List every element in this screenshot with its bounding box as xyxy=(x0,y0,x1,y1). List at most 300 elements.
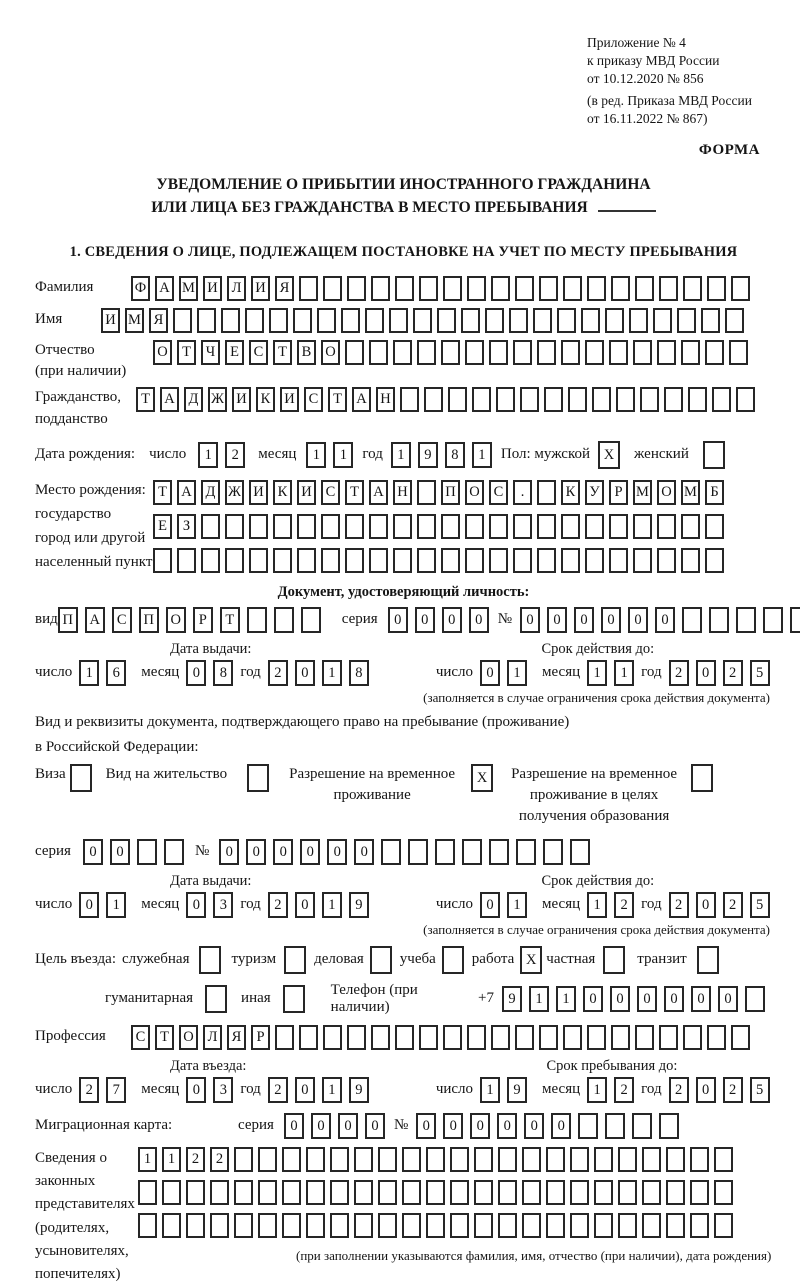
form-cell: X xyxy=(520,946,542,974)
form-cell xyxy=(489,839,509,865)
form-cell xyxy=(657,340,676,365)
form-cell xyxy=(210,1180,229,1205)
form-cell: 0 xyxy=(338,1113,358,1139)
representatives-block xyxy=(35,1147,772,1286)
form-cell xyxy=(690,1180,709,1205)
patronymic-cells xyxy=(153,340,753,365)
form-cell xyxy=(485,308,504,333)
form-cell xyxy=(705,340,724,365)
form-cell xyxy=(354,1147,373,1172)
doc-issue-day xyxy=(79,660,133,686)
form-cell: У xyxy=(585,480,604,505)
form-cell: 1 xyxy=(322,1077,342,1103)
form-cell xyxy=(618,1147,637,1172)
form-cell xyxy=(234,1213,253,1238)
form-cell: И xyxy=(249,480,268,505)
form-cell: 0 xyxy=(246,839,266,865)
form-cell xyxy=(413,308,432,333)
form-cell xyxy=(498,1147,517,1172)
form-cell: Т xyxy=(273,340,292,365)
form-cell xyxy=(544,387,563,412)
form-cell xyxy=(745,986,765,1012)
form-cell xyxy=(666,1213,685,1238)
form-cell xyxy=(681,548,700,573)
form-cell xyxy=(467,1025,486,1050)
form-cell xyxy=(164,839,184,865)
form-cell xyxy=(234,1180,253,1205)
form-cell xyxy=(462,839,482,865)
form-cell xyxy=(515,276,534,301)
form-cell: 1 xyxy=(587,660,607,686)
form-cell xyxy=(345,340,364,365)
form-cell: С xyxy=(131,1025,150,1050)
form-cell xyxy=(306,1147,325,1172)
form-cell xyxy=(570,839,590,865)
residence-expiry-date xyxy=(436,892,777,918)
birth-place-cell-rows xyxy=(153,478,729,573)
form-cell: 0 xyxy=(637,986,657,1012)
form-cell xyxy=(162,1213,181,1238)
form-cell: 2 xyxy=(186,1147,205,1172)
form-title xyxy=(35,173,772,220)
form-cell: З xyxy=(177,514,196,539)
form-cell xyxy=(701,308,720,333)
section1-heading: 1. СВЕДЕНИЯ О ЛИЦЕ, ПОДЛЕЖАЩЕМ ПОСТАНОВКЕ НА УЧЕТ ПО МЕСТУ ПРЕБЫВАНИЯ xyxy=(69,243,738,260)
form-cell: 0 xyxy=(691,986,711,1012)
year-label: год xyxy=(240,1081,261,1098)
entry-date-label: Дата въезда: xyxy=(170,1057,247,1074)
day-label: число xyxy=(35,664,73,681)
form-cell xyxy=(731,276,750,301)
visa-checkbox xyxy=(70,764,92,792)
form-cell: X xyxy=(471,764,493,792)
surname-label: Фамилия xyxy=(35,279,94,296)
form-cell: Б xyxy=(705,480,724,505)
form-cell xyxy=(341,308,360,333)
residence-intro-2: в Российской Федерации: xyxy=(35,738,199,755)
form-cell xyxy=(402,1147,421,1172)
form-cell: 0 xyxy=(601,607,621,633)
form-cell: 0 xyxy=(186,892,206,918)
form-cell xyxy=(402,1213,421,1238)
patronymic-row xyxy=(35,340,772,384)
residence-series-cells xyxy=(83,839,191,865)
residence-dates-row xyxy=(35,892,772,918)
purpose-row-1 xyxy=(35,946,772,974)
temp-permit-checkbox xyxy=(471,764,493,792)
form-cell xyxy=(365,308,384,333)
birth-place-row xyxy=(35,478,772,575)
form-cell: 0 xyxy=(547,607,567,633)
form-cell: О xyxy=(179,1025,198,1050)
form-cell: Р xyxy=(193,607,213,633)
form-cell xyxy=(186,1213,205,1238)
residence-permit-option xyxy=(106,764,269,792)
form-cell: 0 xyxy=(365,1113,385,1139)
form-cell: Л xyxy=(203,1025,222,1050)
form-cell xyxy=(201,548,220,573)
form-cell xyxy=(426,1213,445,1238)
form-cell xyxy=(465,514,484,539)
form-cell xyxy=(371,1025,390,1050)
form-cell xyxy=(563,276,582,301)
migration-card-number xyxy=(416,1113,686,1139)
form-cell xyxy=(273,548,292,573)
form-cell: 2 xyxy=(669,660,689,686)
purpose-private-label: частная xyxy=(546,951,596,968)
form-cell xyxy=(258,1147,277,1172)
purpose-work-label: работа xyxy=(471,951,515,968)
form-cell: П xyxy=(139,607,159,633)
form-cell xyxy=(345,514,364,539)
purpose-study-label: учеба xyxy=(399,951,436,968)
form-cell: 0 xyxy=(186,660,206,686)
form-cell xyxy=(441,340,460,365)
sex-female-label: женский xyxy=(634,446,689,463)
visa-label: Виза xyxy=(35,765,66,782)
form-cell xyxy=(563,1025,582,1050)
migration-card-series xyxy=(284,1113,392,1139)
form-cell xyxy=(393,548,412,573)
migration-card-row xyxy=(35,1113,772,1139)
form-cell xyxy=(354,1180,373,1205)
form-cell: 0 xyxy=(219,839,239,865)
form-cell: А xyxy=(352,387,371,412)
doc-series-cells xyxy=(388,607,496,633)
representatives-cell-rows xyxy=(138,1147,771,1286)
form-cell: 0 xyxy=(311,1113,331,1139)
purpose-humanitarian-checkbox xyxy=(205,985,227,1013)
purpose-work-checkbox xyxy=(520,946,542,974)
form-cell xyxy=(443,1025,462,1050)
form-cell xyxy=(186,1180,205,1205)
form-cell xyxy=(417,480,436,505)
form-cell xyxy=(605,1113,625,1139)
form-cell xyxy=(522,1213,541,1238)
patronymic-label: Отчество (при наличии) xyxy=(35,341,127,380)
form-cell xyxy=(275,1025,294,1050)
form-cell xyxy=(137,839,157,865)
month-label: месяц xyxy=(141,1081,180,1098)
purpose-other-checkbox xyxy=(283,985,305,1013)
form-cell xyxy=(419,276,438,301)
purpose-humanitarian-label: гуманитарная xyxy=(105,990,194,1007)
form-cell xyxy=(321,514,340,539)
form-cell xyxy=(474,1147,493,1172)
form-cell: 0 xyxy=(610,986,630,1012)
form-cell xyxy=(707,1025,726,1050)
identity-doc-heading: Документ, удостоверяющий личность: xyxy=(277,583,530,600)
citizenship-row xyxy=(35,387,772,431)
number-label: № xyxy=(393,1117,409,1134)
form-cell xyxy=(378,1147,397,1172)
doc-expiry-day xyxy=(480,660,534,686)
doc-expiry-note: (заполняется в случае ограничения срока действия документа) xyxy=(423,689,770,705)
form-cell xyxy=(546,1180,565,1205)
form-cell: 9 xyxy=(418,442,438,468)
form-cell: Я xyxy=(227,1025,246,1050)
representatives-cells-3 xyxy=(138,1213,771,1238)
day-label: число xyxy=(35,1081,73,1098)
form-cell xyxy=(515,1025,534,1050)
form-cell xyxy=(657,514,676,539)
form-cell: 0 xyxy=(696,660,716,686)
entry-dates-row xyxy=(35,1077,772,1103)
birth-date-row xyxy=(35,441,772,469)
form-cell: А xyxy=(177,480,196,505)
form-cell xyxy=(496,387,515,412)
entry-date-labels xyxy=(35,1058,772,1075)
purpose-label: Цель въезда: xyxy=(35,951,116,968)
form-cell: 1 xyxy=(198,442,218,468)
sex-female-checkbox xyxy=(703,441,725,469)
form-cell: 1 xyxy=(472,442,492,468)
form-cell: 1 xyxy=(162,1147,181,1172)
form-cell xyxy=(417,340,436,365)
month-label: месяц xyxy=(542,664,581,681)
form-cell: 1 xyxy=(614,660,634,686)
series-label: серия xyxy=(35,843,71,860)
name-label: Имя xyxy=(35,311,63,328)
residence-serial-row xyxy=(35,839,772,865)
form-cell xyxy=(301,607,321,633)
representatives-cells-2 xyxy=(138,1180,771,1205)
birth-place-cells-2 xyxy=(153,514,729,539)
form-cell: М xyxy=(633,480,652,505)
year-label: год xyxy=(362,446,383,463)
form-title-line2: ИЛИ ЛИЦА БЕЗ ГРАЖДАНСТВА В МЕСТО ПРЕБЫВАНИЯ xyxy=(35,196,772,219)
doc-date-labels xyxy=(35,641,772,658)
form-cell: А xyxy=(85,607,105,633)
form-cell: 0 xyxy=(110,839,130,865)
form-cell xyxy=(537,480,556,505)
form-cell xyxy=(707,276,726,301)
form-cell xyxy=(682,607,702,633)
form-cell xyxy=(561,340,580,365)
purpose-transit-checkbox xyxy=(697,946,719,974)
stay-year xyxy=(669,1077,777,1103)
annex-edition-line: (в ред. Приказа МВД России xyxy=(587,93,752,109)
form-cell xyxy=(546,1147,565,1172)
form-cell xyxy=(611,276,630,301)
doc-kind-label: вид xyxy=(35,611,58,628)
stay-day xyxy=(480,1077,534,1103)
form-cell: А xyxy=(160,387,179,412)
form-cell: 0 xyxy=(443,1113,463,1139)
form-cell: Е xyxy=(153,514,172,539)
year-label: год xyxy=(240,896,261,913)
form-cell: 0 xyxy=(497,1113,517,1139)
form-cell xyxy=(293,308,312,333)
form-cell xyxy=(284,946,306,974)
form-cell xyxy=(489,340,508,365)
form-cell: 1 xyxy=(106,892,126,918)
form-cell xyxy=(282,1213,301,1238)
form-cell xyxy=(642,1180,661,1205)
form-cell xyxy=(258,1180,277,1205)
temp-permit-label: Разрешение на временное проживание xyxy=(289,765,456,803)
form-cell xyxy=(400,387,419,412)
doc-issue-label: Дата выдачи: xyxy=(170,640,252,657)
form-cell xyxy=(539,1025,558,1050)
form-cell xyxy=(306,1213,325,1238)
profession-row xyxy=(35,1025,772,1050)
residence-issue-month xyxy=(186,892,240,918)
form-cell xyxy=(635,276,654,301)
form-cell: 0 xyxy=(696,1077,716,1103)
form-cell xyxy=(659,276,678,301)
form-cell xyxy=(225,548,244,573)
form-cell: Н xyxy=(376,387,395,412)
form-cell xyxy=(533,308,552,333)
form-cell xyxy=(330,1213,349,1238)
form-cell xyxy=(714,1180,733,1205)
day-label: число xyxy=(435,896,474,913)
form-cell xyxy=(426,1180,445,1205)
form-cell: 9 xyxy=(507,1077,527,1103)
birth-place-cells-1 xyxy=(153,480,729,505)
form-cell: 0 xyxy=(186,1077,206,1103)
form-cell xyxy=(581,308,600,333)
form-cell: 1 xyxy=(391,442,411,468)
edu-permit-checkbox xyxy=(691,764,713,792)
form-cell xyxy=(736,387,755,412)
form-cell xyxy=(543,839,563,865)
form-cell: И xyxy=(297,480,316,505)
form-cell xyxy=(632,1113,652,1139)
form-cell xyxy=(592,387,611,412)
form-cell xyxy=(585,548,604,573)
form-cell xyxy=(426,1147,445,1172)
form-cell xyxy=(395,276,414,301)
purpose-other-label: иная xyxy=(241,990,271,1007)
form-cell xyxy=(681,340,700,365)
form-cell: И xyxy=(251,276,270,301)
form-cell xyxy=(594,1180,613,1205)
form-cell xyxy=(498,1180,517,1205)
form-cell: С xyxy=(489,480,508,505)
birth-day-cells xyxy=(198,442,252,468)
form-cell: 2 xyxy=(225,442,245,468)
form-cell: 1 xyxy=(507,892,527,918)
form-cell xyxy=(561,514,580,539)
form-cell xyxy=(465,340,484,365)
form-cell xyxy=(537,514,556,539)
day-label: число xyxy=(35,896,73,913)
form-cell: 2 xyxy=(723,1077,743,1103)
form-cell: 6 xyxy=(106,660,126,686)
forma-label: ФОРМА xyxy=(698,142,760,159)
purpose-transit-label: транзит xyxy=(637,951,687,968)
form-cell xyxy=(688,387,707,412)
form-cell xyxy=(513,340,532,365)
residence-permit-checkbox xyxy=(247,764,269,792)
form-cell: 3 xyxy=(213,1077,233,1103)
doc-expiry-date xyxy=(436,660,777,686)
form-cell xyxy=(419,1025,438,1050)
form-cell xyxy=(345,548,364,573)
form-cell xyxy=(736,607,756,633)
form-cell xyxy=(697,946,719,974)
form-cell xyxy=(659,1025,678,1050)
form-cell xyxy=(516,839,536,865)
form-cell: И xyxy=(101,308,120,333)
form-cell: 9 xyxy=(349,892,369,918)
stay-until-label: Срок пребывания до: xyxy=(546,1057,678,1074)
form-cell xyxy=(247,607,267,633)
form-cell: 0 xyxy=(655,607,675,633)
month-label: месяц xyxy=(542,896,581,913)
form-cell: 7 xyxy=(106,1077,126,1103)
form-cell xyxy=(205,985,227,1013)
form-cell xyxy=(472,387,491,412)
form-cell: 2 xyxy=(268,892,288,918)
form-cell: 2 xyxy=(614,1077,634,1103)
name-row xyxy=(35,308,772,333)
form-cell xyxy=(585,514,604,539)
form-cell xyxy=(640,387,659,412)
form-cell xyxy=(282,1180,301,1205)
profession-cells xyxy=(131,1025,755,1050)
form-cell: С xyxy=(249,340,268,365)
doc-issue-date xyxy=(35,660,376,686)
residence-expiry-note: (заполняется в случае ограничения срока действия документа) xyxy=(423,921,770,937)
form-cell: И xyxy=(232,387,251,412)
form-cell: 0 xyxy=(628,607,648,633)
form-cell: 8 xyxy=(213,660,233,686)
form-cell: . xyxy=(513,480,532,505)
day-label: число xyxy=(149,446,187,463)
form-cell xyxy=(435,839,455,865)
form-cell xyxy=(323,276,342,301)
form-cell: Д xyxy=(201,480,220,505)
form-cell xyxy=(221,308,240,333)
form-cell: Ж xyxy=(208,387,227,412)
form-cell xyxy=(274,607,294,633)
form-cell xyxy=(393,340,412,365)
form-cell: 0 xyxy=(415,607,435,633)
form-cell xyxy=(297,548,316,573)
form-cell xyxy=(712,387,731,412)
doc-expiry-label: Срок действия до: xyxy=(541,640,655,657)
form-cell xyxy=(677,308,696,333)
form-cell xyxy=(369,548,388,573)
form-cell: 0 xyxy=(79,892,99,918)
form-cell: 1 xyxy=(529,986,549,1012)
form-cell xyxy=(489,514,508,539)
form-cell xyxy=(666,1147,685,1172)
form-cell xyxy=(441,514,460,539)
form-cell xyxy=(424,387,443,412)
form-cell: 1 xyxy=(333,442,353,468)
form-cell xyxy=(609,514,628,539)
form-cell xyxy=(245,308,264,333)
citizenship-cells xyxy=(136,387,760,412)
annex-line: к приказу МВД России xyxy=(587,52,720,68)
form-cell xyxy=(513,514,532,539)
doc-number-cells xyxy=(520,607,800,633)
form-cell xyxy=(153,548,172,573)
form-cell: 1 xyxy=(79,660,99,686)
form-cell xyxy=(249,548,268,573)
form-cell: 1 xyxy=(587,892,607,918)
form-cell xyxy=(354,1213,373,1238)
form-cell xyxy=(618,1180,637,1205)
form-cell: X xyxy=(598,441,620,469)
form-cell: 0 xyxy=(696,892,716,918)
annex-line: Приложение № 4 xyxy=(587,35,686,50)
form-cell xyxy=(705,514,724,539)
